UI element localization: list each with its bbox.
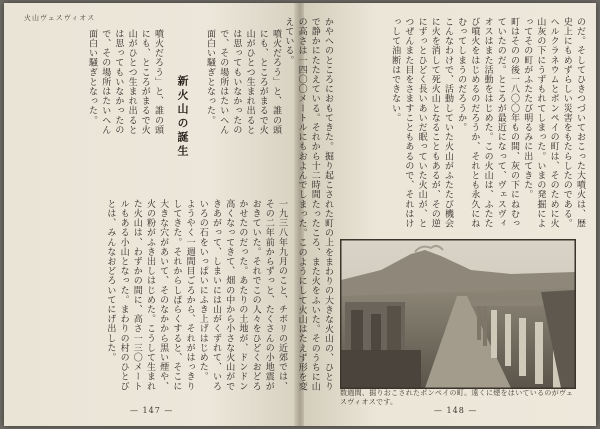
text-column [24,29,164,139]
running-head: 火山ヴェスヴィオス [24,14,96,22]
text-column [283,17,334,397]
section-title: 新火山の誕生 [176,75,189,159]
page-number: — 147 — [130,406,174,415]
text-column [204,29,282,141]
right-page [283,3,596,426]
paragraph: ようやく一週間目ごろから、それがはっきりしてきた。それからしばらくすると、そこに大きな穴があいて、そのなかから黒い煙や、火の粉がふき出しはじめた。こうして生まれた火山は、わずかの間に、高さ一三〇メートルもある小山となった。まわりの村のひとびとは、みんなおどろいてにげ出した。 [105,199,195,391]
paragraph: 噴火だろう」と、誰の頭にも、ところがまるで火山がひとつ生まれ出るとは思ってもいなかったので、その場所はたいへん面白い騒ぎとなった。 [86,29,163,135]
book-spread [4,3,596,426]
paragraph: 一九三八年九月のこと、チボリの近郊では、その二年前からずっと、たくさんの小地震がおきていた。それでこの人々をひどくおどろかせたのだった。あたりの土地が、ドンドン高くなってきて、畑の中から小さな火山ができあがって、しまいには山がくずれて、いろいろの石をいっぱいにふき上げはじめた。 [197,199,287,391]
volcano-ruins-photo [340,239,576,389]
photo-caption: 数週間、掘りおこされたポンペイの町。遠くに煙をはいているのがヴェスヴィオスです。 [340,389,574,406]
page-number: — 148 — [434,406,478,415]
text-column [316,17,586,231]
left-page [4,3,296,426]
paragraph: 町はそのの後一八〇〇年もの間、灰の下にねむっていたのだ。ところが最近になって、ヴェスヴィオスはまた活動をはじめた。この火山は、ふたたび噴火をはじめるのだろうか、それとも永久にねむってしまうのだろうか。 [456,17,519,229]
paragraph: こんなわけで、活動していた火山がふたたび機会に火を消して死火山となることもあるが、その逆にずっとひどく長いあいだ眠っていた火山が、とつぜんまた目をさますこともあるので、それはけっして油断はできない。 [390,17,453,229]
text-column [18,199,288,395]
paragraph: かやへのところにおもてきた。掘り起こされた町の上をまわりの大きな火山の、ひとりで静かにたたえている。それから十二時間たったころ、また火をふいた。そのうちに山の高さは一四〇〇メートルにもおよんでしまった。このようにして火山はたえず形を変えている。 [283,17,333,392]
paragraph: のだ。そしてひきつづいておこった大噴火は、歴史上にもめずらしい災害をもたらしたのである。ヘルクラネウムとポンペイの町は、そのために火山灰の下にうずもれてしまった。いまの発掘によってその町がふたたび明るみに出てきた。 [522,17,585,229]
paragraph: 噴火だろう」と、誰の頭にも、ところがまるで火山がひとつ生まれ出るとは思ってもいなかったので、その場所はたいへん面白い騒ぎとなった。 [204,29,281,135]
